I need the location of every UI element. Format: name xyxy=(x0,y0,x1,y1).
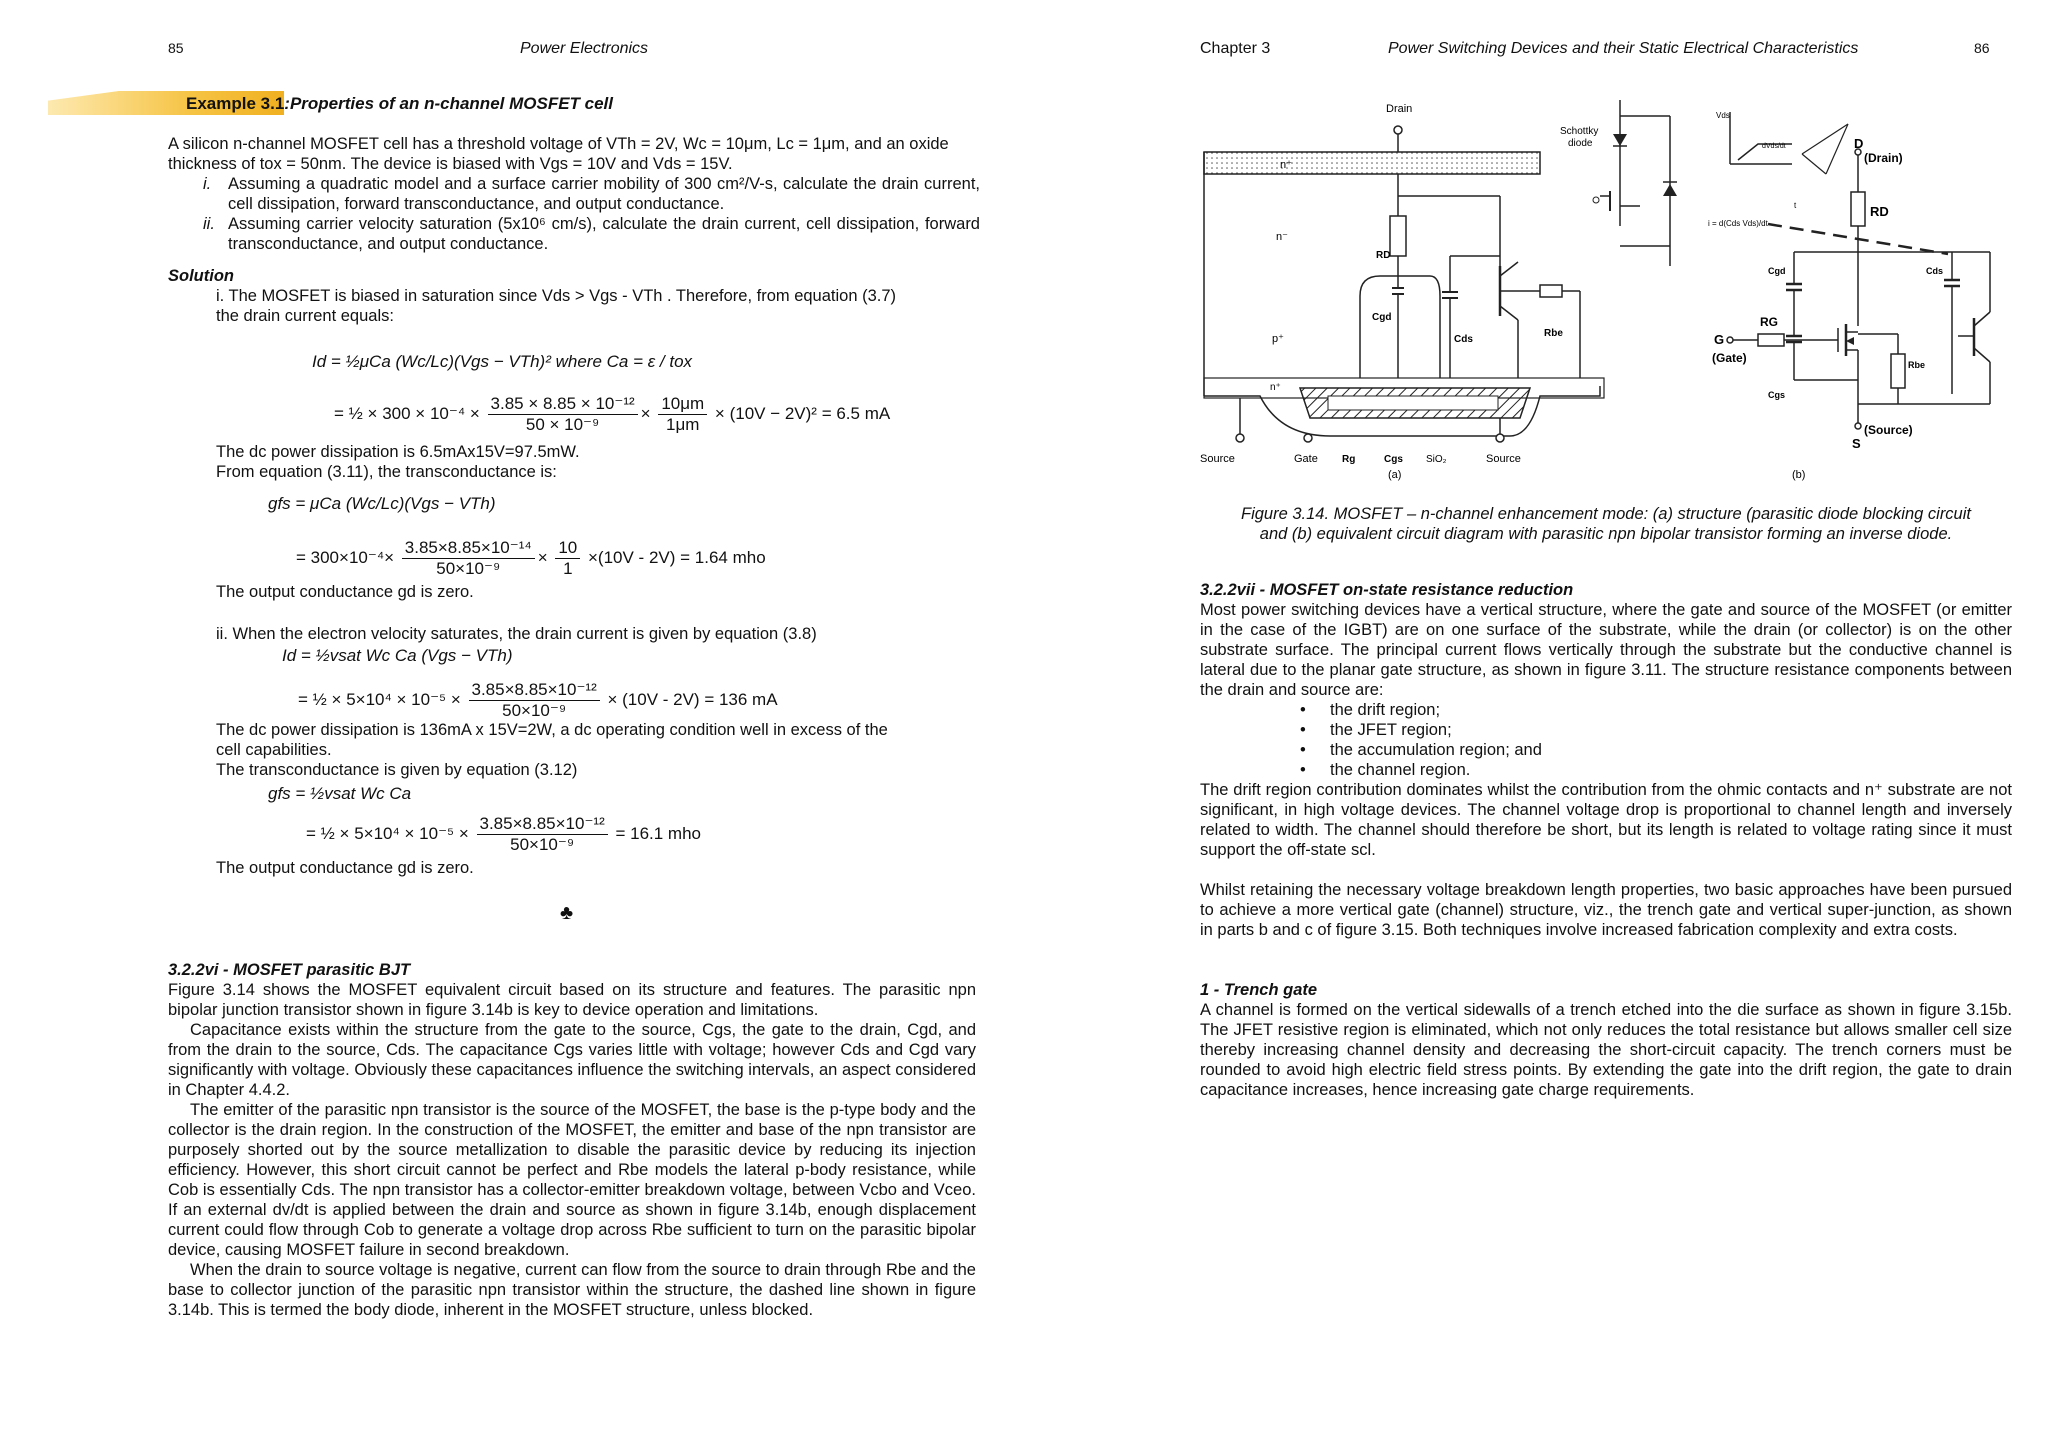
equation-6: = ½ × 5×10⁴ × 10⁻⁵ × $\frac{\text{3.85×8.85×10⁻¹²}}{\text{50×10⁻⁹}}$ × (10V - 2V) = 136 mA xyxy=(298,680,778,720)
paragraph: Figure 3.14 shows the MOSFET equivalent circuit based on its structure and features. The parasitic npn bipolar junction transistor shown in figure 3.14b is key to device operation and limitations. xyxy=(168,981,976,1019)
fig-a-schottky-label: Schottky xyxy=(1560,126,1599,137)
example-title xyxy=(186,94,613,114)
fig-a-rd-label: RD xyxy=(1376,250,1391,261)
page-number: 86 xyxy=(1974,40,1990,56)
equation-2: = ½ × 300 × 10⁻⁴ × $\frac{\text{3.85 × 8.85 × 10⁻¹²}}{\text{50 × 10⁻⁹}}$ × $\frac{10\mu m}{1\mu m}$ × (10V − 2V)² = 6.5 mA xyxy=(334,394,891,434)
example-heading: :Properties of an n-channel MOSFET cell xyxy=(284,94,614,113)
solution-i-intro xyxy=(216,286,976,326)
equation-4: = 300×10⁻⁴× $\frac{\text{3.85×8.85×10⁻¹⁴}}{\text{50×10⁻⁹}}$ × $\frac{10}{1}$ ×(10V - 2V) = 1.64 mho xyxy=(296,538,766,578)
trench-gate-paragraph: A channel is formed on the vertical sidewalls of a trench etched into the die surface as shown in figure 3.15b. The JFET resistive region is eliminated, which not only reduces the total resistance but allows smaller cell size thereby increasing channel density and decreasing the short-circuit capacity. The trench corners must be rounded to avoid high electric field stress points. By extending the gate into the drift region, the gate to drain capacitance increases, hence increasing gate charge requirements. xyxy=(1200,1001,2012,1099)
problem-line: thickness of tox = 50nm. The device is biased with Vgs = 10V and Vds = 15V. xyxy=(168,155,733,173)
paragraph: When the drain to source voltage is negative, current can flow from the source to drain through Rbe and the base to collector junction of the parasitic npn transistor within the structure, the dashed line shown in figure 3.14b. This is termed the body diode, inherent in the MOSFET structure, unless blocked. xyxy=(168,1261,976,1319)
problem-item: ii. Assuming carrier velocity saturation (5x10⁶ cm/s), calculate the drain current, cell dissipation, forward transconductance, and output conductance. xyxy=(203,215,980,253)
solution-line: i. The MOSFET is biased in saturation since Vds > Vgs - VTh . Therefore, from equation (3.7) xyxy=(216,287,897,305)
running-title: Power Electronics xyxy=(520,40,649,57)
fig-a-cds-label: Cds xyxy=(1454,334,1473,345)
fig-a-source-right: Source xyxy=(1486,453,1521,465)
list-item: • the JFET region; xyxy=(1300,720,2012,740)
problem-statement xyxy=(168,134,980,254)
figure-3-14b-equivalent-circuit xyxy=(1708,104,2018,482)
fig-b-s-label: S xyxy=(1852,436,1861,451)
solution-ii-intro: ii. When the electron velocity saturates, the drain current is given by equation (3.8) xyxy=(216,625,817,643)
fig-a-pplus-label: p⁺ xyxy=(1272,333,1284,345)
resistance-components-list xyxy=(1200,700,2012,780)
fig-b-cgd-label: Cgd xyxy=(1768,266,1786,276)
fig-a-sio2-label: SiO₂ xyxy=(1426,454,1447,465)
section-vii-body xyxy=(1200,600,2012,940)
fig-a-cgs-label: Cgs xyxy=(1384,454,1403,465)
equation-3: gfs = μCa (Wc/Lc)(Vgs − VTh) xyxy=(268,494,496,513)
fig-b-cds-label: Cds xyxy=(1926,266,1944,276)
figure-caption: Figure 3.14. MOSFET – n-channel enhancement mode: (a) structure (parasitic diode blocking circuit and (b) equivalent circuit diagram with parasitic npn bipolar transistor forming an inverse diode. xyxy=(1240,505,1971,543)
fig-a-rg-label: Rg xyxy=(1342,454,1356,465)
example-label: Example 3.1 xyxy=(186,94,285,113)
power-ii: The dc power dissipation is 136mA x 15V=2W, a dc operating condition well in excess of the cell capabilities. The transconductance is given by equation (3.12) xyxy=(216,721,888,779)
fig-b-rbe-label: Rbe xyxy=(1908,360,1926,370)
fig-b-d-label: D xyxy=(1854,136,1864,151)
paragraph: The drift region contribution dominates whilst the contribution from the ohmic contacts and n⁺ substrate are not significant, in high voltage devices. The channel voltage drop is proportional to channel length and inversely related to width. The channel should therefore be short, but its length is related to voltage rating since it must support the off-state scl. xyxy=(1200,781,2012,859)
fig-b-drain-label: (Drain) xyxy=(1864,151,1903,165)
fig-b-cgs-label: Cgs xyxy=(1768,390,1786,400)
problem-line: A silicon n-channel MOSFET cell has a threshold voltage of VTh = 2V, Wc = 10μm, Lc = 1μm, and an oxide xyxy=(168,135,949,153)
fig-a-rbe-label: Rbe xyxy=(1544,328,1563,339)
running-title: Power Switching Devices and their Static Electrical Characteristics xyxy=(1388,40,1859,57)
fig-b-vds-label: Vds xyxy=(1716,111,1730,120)
gd-i: The output conductance gd is zero. xyxy=(216,583,474,601)
fig-a-cgd-label: Cgd xyxy=(1372,312,1392,323)
equation-8: = ½ × 5×10⁴ × 10⁻⁵ × $\frac{\text{3.85×8.85×10⁻¹²}}{\text{50×10⁻⁹}}$ = 16.1 mho xyxy=(306,814,701,854)
trench-gate-heading: 1 - Trench gate xyxy=(1200,981,1318,999)
paragraph: Capacitance exists within the structure from the gate to the source, Cgs, the gate to the drain, Cgd, and from the drain to the source, Cds. The capacitance Cgs varies little with voltage; however Cds and Cgd vary significantly with voltage. Obviously these capacitances influence the switching intervals, an aspect considered in Chapter 4.4.2. xyxy=(168,1021,976,1099)
fig-a-tag: (a) xyxy=(1388,469,1402,481)
fig-b-rd-label: RD xyxy=(1870,204,1889,219)
solution-heading: Solution xyxy=(168,267,234,285)
fig-b-tag: (b) xyxy=(1792,469,1806,481)
section-heading-vi: 3.2.2vi - MOSFET parasitic BJT xyxy=(168,961,411,979)
equation-7: gfs = ½vsat Wc Ca xyxy=(268,784,412,803)
fig-b-source-label: (Source) xyxy=(1864,423,1913,437)
fig-a-diode-label: diode xyxy=(1568,138,1593,149)
fig-b-t-label: t xyxy=(1794,201,1797,210)
paragraph: The emitter of the parasitic npn transistor is the source of the MOSFET, the base is the p-type body and the collector is the drain region. In the construction of the MOSFET, the emitter and base of the npn transistor are purposely shorted out by the source metallization to disable the parasitic device by reducing its injection efficiency. However, this short circuit cannot be perfect and Rbe models the lateral p-body resistance, while Cob is essentially Cds. The npn transistor has a collector-emitter breakdown voltage, between Vcbo and Vceo. If an external dv/dt is applied between the drain and source as shown in figure 3.14b, enough displacement current could flow through Cob to generate a voltage drop across Rbe sufficient to turn on the parasitic bipolar device, causing MOSFET failure in second breakdown. xyxy=(168,1101,976,1259)
paragraph: Most power switching devices have a vertical structure, where the gate and source of the MOSFET (or emitter in the case of the IGBT) are on one surface of the substrate, while the drain (or collector) is on the other substrate surface. The principal current flows vertically through the substrate but the conductive channel is lateral due to the planar gate structure, as shown in figure 3.11. The structure resistance components between the drain and source are: xyxy=(1200,601,2012,699)
equation-1: Id = ½μCa (Wc/Lc)(Vgs − VTh)² where Ca = ε / tox xyxy=(312,352,693,371)
fig-b-rg-label: RG xyxy=(1760,315,1778,329)
list-item: • the drift region; xyxy=(1300,700,2012,720)
solution-line: the drain current equals: xyxy=(216,307,394,325)
figure-3-14a-structure xyxy=(1200,96,1700,482)
fig-a-source-left: Source xyxy=(1200,453,1235,465)
power-i: The dc power dissipation is 6.5mAx15V=97.5mW. xyxy=(216,443,580,461)
page-number: 85 xyxy=(168,40,184,56)
gfs-intro: From equation (3.11), the transconductance is: xyxy=(216,463,557,481)
fig-a-gate-label: Gate xyxy=(1294,453,1318,465)
section-vi-body xyxy=(168,980,976,1320)
gd-ii: The output conductance gd is zero. xyxy=(216,859,474,877)
paragraph: Whilst retaining the necessary voltage breakdown length properties, two basic approaches have been pursued to achieve a more vertical gate (channel) structure, viz., the trench gate and vertical super-junction, as shown in parts b and c of figure 3.15. Both techniques involve increased fabrication complexity and extra costs. xyxy=(1200,881,2012,939)
problem-items xyxy=(168,174,980,254)
chapter-label: Chapter 3 xyxy=(1200,40,1271,57)
list-item: • the accumulation region; and xyxy=(1300,740,2012,760)
fig-b-gate-label: (Gate) xyxy=(1712,351,1747,365)
end-of-example-mark: ♣ xyxy=(560,902,574,924)
fig-a-nminus-label: n⁻ xyxy=(1276,231,1288,243)
fig-b-g-label: G xyxy=(1714,332,1725,347)
fig-a-nplus-label: n⁺ xyxy=(1280,159,1292,171)
fig-a-nplus2-label: n⁺ xyxy=(1270,382,1281,393)
right-page xyxy=(1024,0,2048,1448)
fig-b-dvdt-label: dVds/dt xyxy=(1762,143,1786,150)
fig-a-drain-label: Drain xyxy=(1386,103,1413,115)
problem-item: i. Assuming a quadratic model and a surface carrier mobility of 300 cm²/V-s, calculate the drain current, cell dissipation, forward transconductance, and output conductance. xyxy=(203,175,980,213)
equation-5: Id = ½vsat Wc Ca (Vgs − VTh) xyxy=(282,646,513,665)
fig-b-current-eq: i = d(Cds Vds)/dt xyxy=(1708,219,1768,228)
list-item: • the channel region. xyxy=(1300,760,2012,780)
section-heading-vii: 3.2.2vii - MOSFET on-state resistance reduction xyxy=(1200,581,1574,599)
